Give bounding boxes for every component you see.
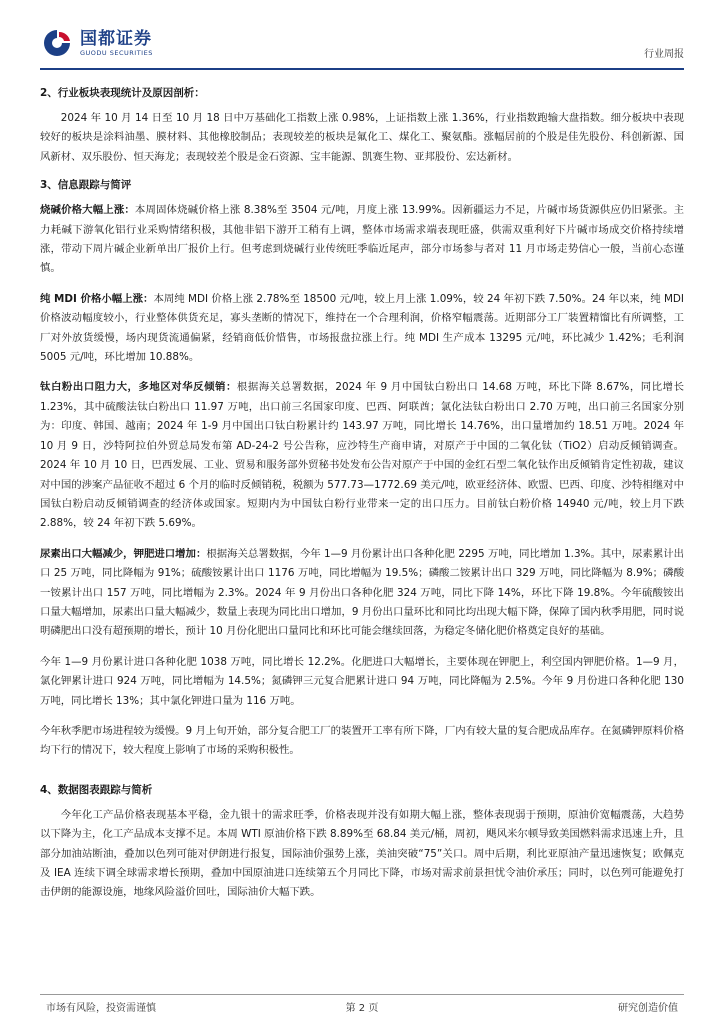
main-content xyxy=(40,82,684,914)
mdi-body: 本周纯 MDI 价格上涨 2.78%至 18500 元/吨，较上月上涨 1.09%，较 24 年初下跌 7.50%。24 年以来，纯 MDI 价格波动幅度较小，行业整体供货充足，寡头垄断的情况下，维持在一个合理利润，价格窄幅震荡。近期部分工厂装置精馏比有所调整，工厂对外放货缓慢，场内现货流通偏紧，经销商低价惜售，市场报盘拉涨上行。纯 MDI 生产成本 13295 元/吨，环比减少 1.42%；毛利润 5005 元/吨，环比增加 10.88%。 xyxy=(40,292,684,364)
section-4-title: 4、数据图表跟踪与简析 xyxy=(40,783,153,796)
caustic-soda-paragraph xyxy=(40,201,684,279)
logo-emblem-icon xyxy=(40,28,74,58)
fertilizer-export-paragraph xyxy=(40,545,684,642)
caustic-soda-lead: 烧碱价格大幅上涨： xyxy=(40,204,135,217)
mdi-lead: 纯 MDI 价格小幅上涨： xyxy=(40,292,154,305)
header-divider xyxy=(40,68,684,70)
risk-disclaimer: 市场有风险，投资需谨慎 xyxy=(46,1003,156,1014)
caustic-soda-body: 本周固体烧碱价格上涨 8.38%至 3504 元/吨，月度上涨 13.99%。因新疆运力不足，片碱市场货源供应仍旧紧张。主力耗碱下游氧化铝行业采购情绪积极，其他非铝下游开工稍有上调，整体市场需求端表现旺盛，供需双重利好下片碱市场成交价格持续增涨，带动下周片碱企业新单出厂报价上行。但考虑到烧碱行业传统旺季临近尾声，部分市场参与者对 11 月市场走势信心一般，当前心态谨慎。 xyxy=(40,204,685,275)
tio2-body: 根据海关总署数据，2024 年 9 月中国钛白粉出口 14.68 万吨，环比下降 8.67%，同比增长 1.23%，其中硫酸法钛白粉出口 11.97 万吨，出口前三名国家印度、巴西、阿联酋；氯化法钛白粉出口 2.70 万吨，出口前三名国家分别为：印度、韩国、越南；2024 年 1-9 月中国出口钛白粉累计约 143.97 万吨，同比增长 14.76%，出口量增加约 18.51 万吨。2024 年 10 月 9 日，沙特阿拉伯外贸总局发布第 AD-24-2 号公告称，应沙特生产商申请，对原产于中国的二氧化钛（TiO2）启动反倾销调查。2024 年 10 月 10 日，巴西发展、工业、贸易和服务部外贸秘书处发布公告对原产于中国的金红石型二氧化钛作出反倾销肯定性初裁，建议对中国的涉案产品征收不超过 6 个月的临时反倾销税，税额为 577.73—1772.69 美元/吨，欧亚经济体、欧盟、巴西、印度、沙特相继对中国钛白粉启动反倾销调查的经济体或国家。短期内为中国钛白粉行业带来一定的出口压力。目前钛白粉价格 14940 元/吨，较上月下跌 2.88%，较 24 年初下跌 5.69%。 xyxy=(40,381,684,530)
footer-divider xyxy=(40,994,684,995)
page-number: 第 2 页 xyxy=(345,1003,379,1014)
footer-slogan: 研究创造价值 xyxy=(618,1003,678,1014)
fertilizer-import-paragraph: 今年 1—9 月份累计进口各种化肥 1038 万吨，同比增长 12.2%。化肥进口大幅增长，主要体现在钾肥上，利空国内钾肥价格。1—9 月，氯化钾累计进口 924 万吨，同比增幅为 14.5%；氮磷钾三元复合肥累计进口 94 万吨，同比降幅为 2.5%。今年 9 月份进口各种化肥 130 万吨，同比增长 13%；其中氯化钾进口量为 116 万吨。 xyxy=(40,655,684,707)
section-2-title: 2、行业板块表现统计及原因剖析： xyxy=(40,87,205,99)
fertilizer-export-lead: 尿素出口大幅减少，钾肥进口增加： xyxy=(40,547,207,560)
company-logo xyxy=(40,28,153,58)
logo-name-cn: 国都证券 xyxy=(80,29,152,49)
section-4-paragraph: 今年化工产品价格表现基本平稳，金九银十的需求旺季，价格表现并没有如期大幅上涨，整体表现弱于预期，原油价宽幅震荡，大趋势以下降为主，化工产品成本支撑不足。本周 WTI 原油价格下跌 8.89%至 68.84 美元/桶，周初，飓风米尔顿导致美国燃料需求迅速上升，且部分加油站断油，叠加以色列可能对伊朗进行报复，国际油价强势上涨，美油突破“75”关口。周中后期，利比亚原油产量迅速恢复；欧佩克及 IEA 连续下调全球需求增长预期，叠加中国原油进口连续第五个月同比下降，市场对需求前景担忧令油价承压；同时，以色列可能避免打击伊朗的能源设施，地缘风险溢价回吐，国际油价大幅下跌。 xyxy=(40,808,684,899)
fertilizer-export-body: 根据海关总署数据，今年 1—9 月份累计出口各种化肥 2295 万吨，同比增加 1.3%。其中，尿素累计出口 25 万吨，同比降幅为 91%；硫酸铵累计出口 1176 万吨，同比增幅为 19.5%；磷酸二铵累计出口 329 万吨，同比降幅为 8.9%；磷酸一铵累计出口 157 万吨，同比增幅为 2.3%。2024 年 9 月份出口各种化肥 324 万吨，同比下降 14%，环比下降 19.8%。今年硫酸铵出口量大幅增加，尿素出口量大幅减少，数量上表现为同比出口增加，9 月份出口量环比和同比均出现大幅下降，保障了国内秋季用肥，同时说明磷肥出口没有超预期的增长，预计 10 月份化肥出口量同比和环比可能会继续回落，为稳定冬储化肥价格奠定良好的基础。 xyxy=(40,547,684,638)
logo-name-en: GUODU SECURITIES xyxy=(80,49,153,57)
tio2-lead: 钛白粉出口阻力大，多地区对华反倾销： xyxy=(40,381,237,394)
mdi-paragraph xyxy=(40,290,684,368)
section-2-paragraph: 2024 年 10 月 14 日至 10 月 18 日中万基础化工指数上涨 0.98%，上证指数上涨 1.36%，行业指数跑输大盘指数。细分板块中表现较好的板块是涂料油墨、膜材料、其他橡胶制品；表现较差的板块是氟化工、煤化工、聚氨酯。涨幅居前的个股是佳先股份、科创新源、国风新材、双乐股份、恒天海龙；表现较差个股是金石资源、宝丰能源、凯赛生物、亚邦股份、宏达新材。 xyxy=(40,112,684,163)
section-3-title: 3、信息跟踪与简评 xyxy=(40,179,132,192)
page-footer xyxy=(40,999,684,1013)
report-type-label: 行业周报 xyxy=(644,49,684,60)
page-header xyxy=(40,28,684,68)
tio2-paragraph xyxy=(40,378,684,533)
autumn-fertilizer-paragraph: 今年秋季肥市场进程较为缓慢。9 月上旬开始，部分复合肥工厂的装置开工率有所下降，厂内有较大量的复合肥成品库存。在氮磷钾原料价格均下行的情况下，较大程度上影响了市场的采购积极性。 xyxy=(40,724,684,757)
